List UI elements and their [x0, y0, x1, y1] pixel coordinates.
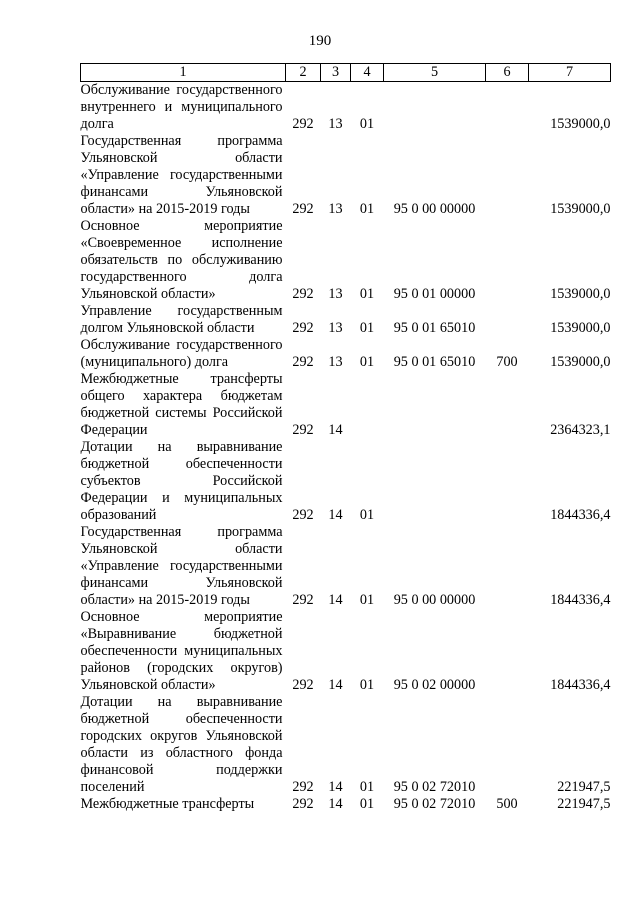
row-name: Государственная программа Ульяновской области «Управление государственными финансами Ульяновской области» на 2015-2019 годы — [80, 133, 283, 217]
row-amount: 1539000,0 — [550, 320, 611, 336]
budget-table — [80, 63, 611, 813]
row-csr: 95 0 01 65010 — [393, 354, 476, 370]
row-rz: 14 — [328, 507, 343, 523]
row-rz: 13 — [328, 320, 343, 336]
row-csr: 95 0 01 00000 — [393, 286, 476, 302]
header-col-1: 1 — [81, 64, 286, 82]
row-csr: 95 0 00 00000 — [393, 201, 476, 217]
table-row — [81, 796, 611, 813]
row-grbs: 292 — [292, 286, 314, 302]
row-rz: 13 — [328, 201, 343, 217]
row-name: Межбюджетные трансферты общего характера бюджетам бюджетной системы Российской Федерации — [80, 371, 283, 438]
row-vr — [486, 218, 529, 303]
row-vr: 700 — [496, 354, 518, 370]
row-csr — [384, 439, 486, 524]
row-grbs: 292 — [292, 201, 314, 217]
row-vr — [486, 303, 529, 337]
row-name: Дотации на выравнивание бюджетной обеспеченности городских округов Ульяновской области из областного фонда финансовой поддержки поселений — [80, 694, 283, 795]
row-vr — [486, 371, 529, 439]
row-rz: 14 — [328, 677, 343, 693]
row-name: Обслуживание государственного (муниципального) долга — [80, 337, 283, 370]
row-pr: 01 — [359, 116, 375, 132]
row-amount: 1844336,4 — [550, 677, 611, 693]
row-csr: 95 0 00 00000 — [393, 592, 476, 608]
row-pr: 01 — [359, 286, 375, 302]
row-rz: 14 — [328, 796, 343, 812]
row-pr — [351, 371, 384, 439]
header-row — [81, 64, 611, 82]
row-vr — [486, 524, 529, 609]
row-pr: 01 — [359, 320, 375, 336]
row-amount: 221947,5 — [557, 779, 611, 795]
row-rz: 14 — [328, 592, 343, 608]
table-row — [81, 218, 611, 303]
row-amount: 2364323,1 — [550, 422, 611, 438]
row-grbs: 292 — [292, 592, 314, 608]
header-col-7: 7 — [529, 64, 611, 82]
row-pr: 01 — [359, 779, 375, 795]
row-rz: 13 — [328, 116, 343, 132]
row-amount: 1844336,4 — [550, 592, 611, 608]
table-row — [81, 303, 611, 337]
row-name: Основное мероприятие «Выравнивание бюджетной обеспеченности муниципальных районов (городских округов) Ульяновской области» — [80, 609, 283, 693]
row-name: Обслуживание государственного внутреннего и муниципального долга — [80, 82, 283, 132]
row-name: Управление государственным долгом Ульяновской области — [80, 303, 283, 336]
row-name: Государственная программа Ульяновской области «Управление государственными финансами Ульяновской области» на 2015-2019 годы — [80, 524, 283, 608]
row-amount: 1539000,0 — [550, 116, 611, 132]
row-grbs: 292 — [292, 422, 314, 438]
row-vr — [486, 439, 529, 524]
row-pr: 01 — [359, 354, 375, 370]
row-csr — [384, 371, 486, 439]
row-pr: 01 — [359, 592, 375, 608]
row-rz: 13 — [328, 286, 343, 302]
header-col-4: 4 — [351, 64, 384, 82]
row-grbs: 292 — [292, 796, 314, 812]
row-grbs: 292 — [292, 354, 314, 370]
row-csr: 95 0 02 72010 — [393, 796, 476, 812]
row-pr: 01 — [359, 677, 375, 693]
row-csr: 95 0 02 72010 — [393, 779, 476, 795]
row-csr: 95 0 01 65010 — [393, 320, 476, 336]
row-name: Дотации на выравнивание бюджетной обеспеченности субъектов Российской Федерации и муниципальных образований — [80, 439, 283, 523]
row-vr — [486, 133, 529, 218]
header-col-6: 6 — [486, 64, 529, 82]
page-number: 190 — [308, 33, 332, 49]
header-col-2: 2 — [286, 64, 321, 82]
row-name: Основное мероприятие «Своевременное исполнение обязательств по обслуживанию государственного долга Ульяновской области» — [80, 218, 283, 302]
row-vr — [486, 694, 529, 796]
table-row — [81, 337, 611, 371]
row-vr — [486, 82, 529, 134]
table-row — [81, 609, 611, 694]
row-amount: 221947,5 — [557, 796, 611, 812]
table-body — [81, 82, 611, 814]
row-rz: 14 — [328, 422, 343, 438]
header-col-5: 5 — [384, 64, 486, 82]
row-csr: 95 0 02 00000 — [393, 677, 476, 693]
row-rz: 14 — [328, 779, 343, 795]
row-grbs: 292 — [292, 116, 314, 132]
row-amount: 1539000,0 — [550, 201, 611, 217]
row-pr: 01 — [359, 796, 375, 812]
row-grbs: 292 — [292, 507, 314, 523]
row-vr — [486, 609, 529, 694]
table-row — [81, 439, 611, 524]
table-row — [81, 133, 611, 218]
header-col-3: 3 — [321, 64, 351, 82]
row-grbs: 292 — [292, 677, 314, 693]
row-name: Межбюджетные трансферты — [80, 796, 255, 812]
table-row — [81, 694, 611, 796]
row-rz: 13 — [328, 354, 343, 370]
row-pr: 01 — [359, 201, 375, 217]
row-pr: 01 — [359, 507, 375, 523]
table-row — [81, 524, 611, 609]
table-row — [81, 82, 611, 134]
row-amount: 1539000,0 — [550, 286, 611, 302]
table-header — [81, 64, 611, 82]
row-csr — [384, 82, 486, 134]
table-row — [81, 371, 611, 439]
row-grbs: 292 — [292, 779, 314, 795]
row-amount: 1539000,0 — [550, 354, 611, 370]
row-vr: 500 — [496, 796, 518, 812]
row-amount: 1844336,4 — [550, 507, 611, 523]
row-grbs: 292 — [292, 320, 314, 336]
